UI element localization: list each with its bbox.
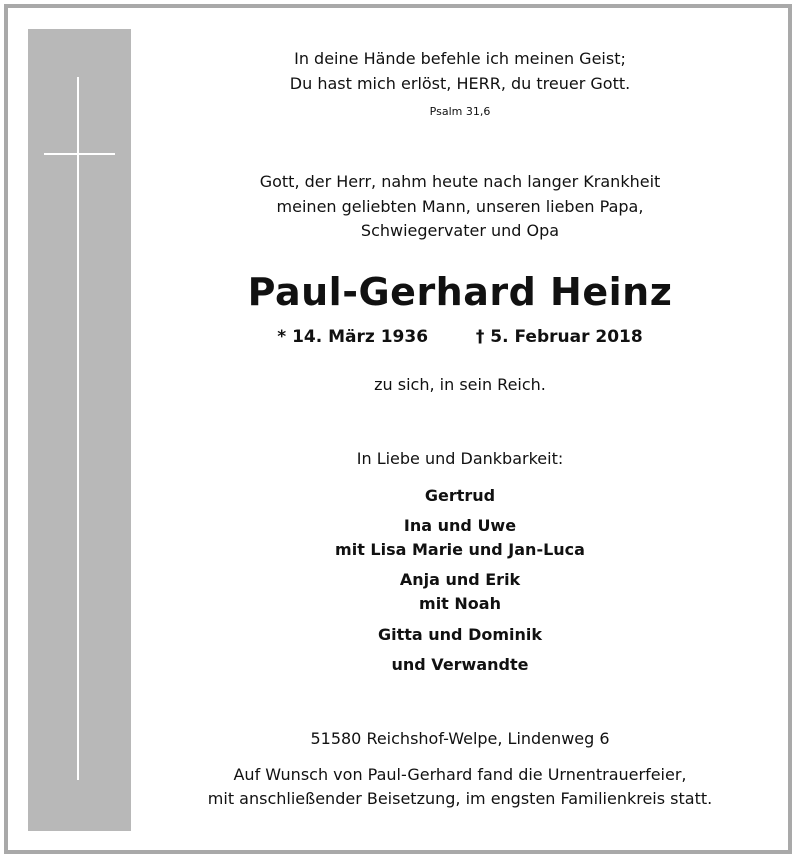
birth-date: * 14. März 1936	[277, 327, 429, 347]
mourner-line: Gertrud	[424, 486, 496, 505]
death-date: † 5. Februar 2018	[475, 327, 643, 347]
deceased-name: Paul-Gerhard Heinz	[247, 270, 673, 314]
address-line: 51580 Reichshof-Welpe, Lindenweg 6	[310, 729, 610, 748]
mourner-line: Ina und Uwe	[403, 516, 517, 535]
notice-line-2: mit anschließender Beisetzung, im engsten Familienkreis statt.	[207, 789, 713, 808]
verse-line-1: In deine Hände befehle ich meinen Geist;	[294, 49, 626, 68]
notice-line-1: Auf Wunsch von Paul-Gerhard fand die Urnentrauerfeier,	[233, 765, 687, 784]
cross-icon	[77, 77, 79, 780]
verse-reference: Psalm 31,6	[429, 105, 491, 118]
intro-line-3: Schwiegervater und Opa	[360, 221, 560, 240]
verse-line-2: Du hast mich erlöst, HERR, du treuer Gott.	[289, 74, 631, 93]
mourner-line: mit Lisa Marie und Jan-Luca	[335, 540, 585, 559]
closing-line: zu sich, in sein Reich.	[374, 375, 546, 394]
mourner-line: mit Noah	[419, 594, 501, 613]
mourners-heading: In Liebe und Dankbarkeit:	[356, 449, 564, 468]
mourner-line: Gitta und Dominik	[377, 625, 543, 644]
mourner-line: Anja und Erik	[399, 570, 521, 589]
mourner-line: und Verwandte	[391, 655, 529, 674]
intro-line-2: meinen geliebten Mann, unseren lieben Papa,	[276, 197, 644, 216]
cross-icon-bar	[44, 153, 115, 155]
intro-line-1: Gott, der Herr, nahm heute nach langer Krankheit	[259, 172, 661, 191]
life-dates	[160, 327, 760, 347]
sidebar-panel	[28, 29, 131, 831]
